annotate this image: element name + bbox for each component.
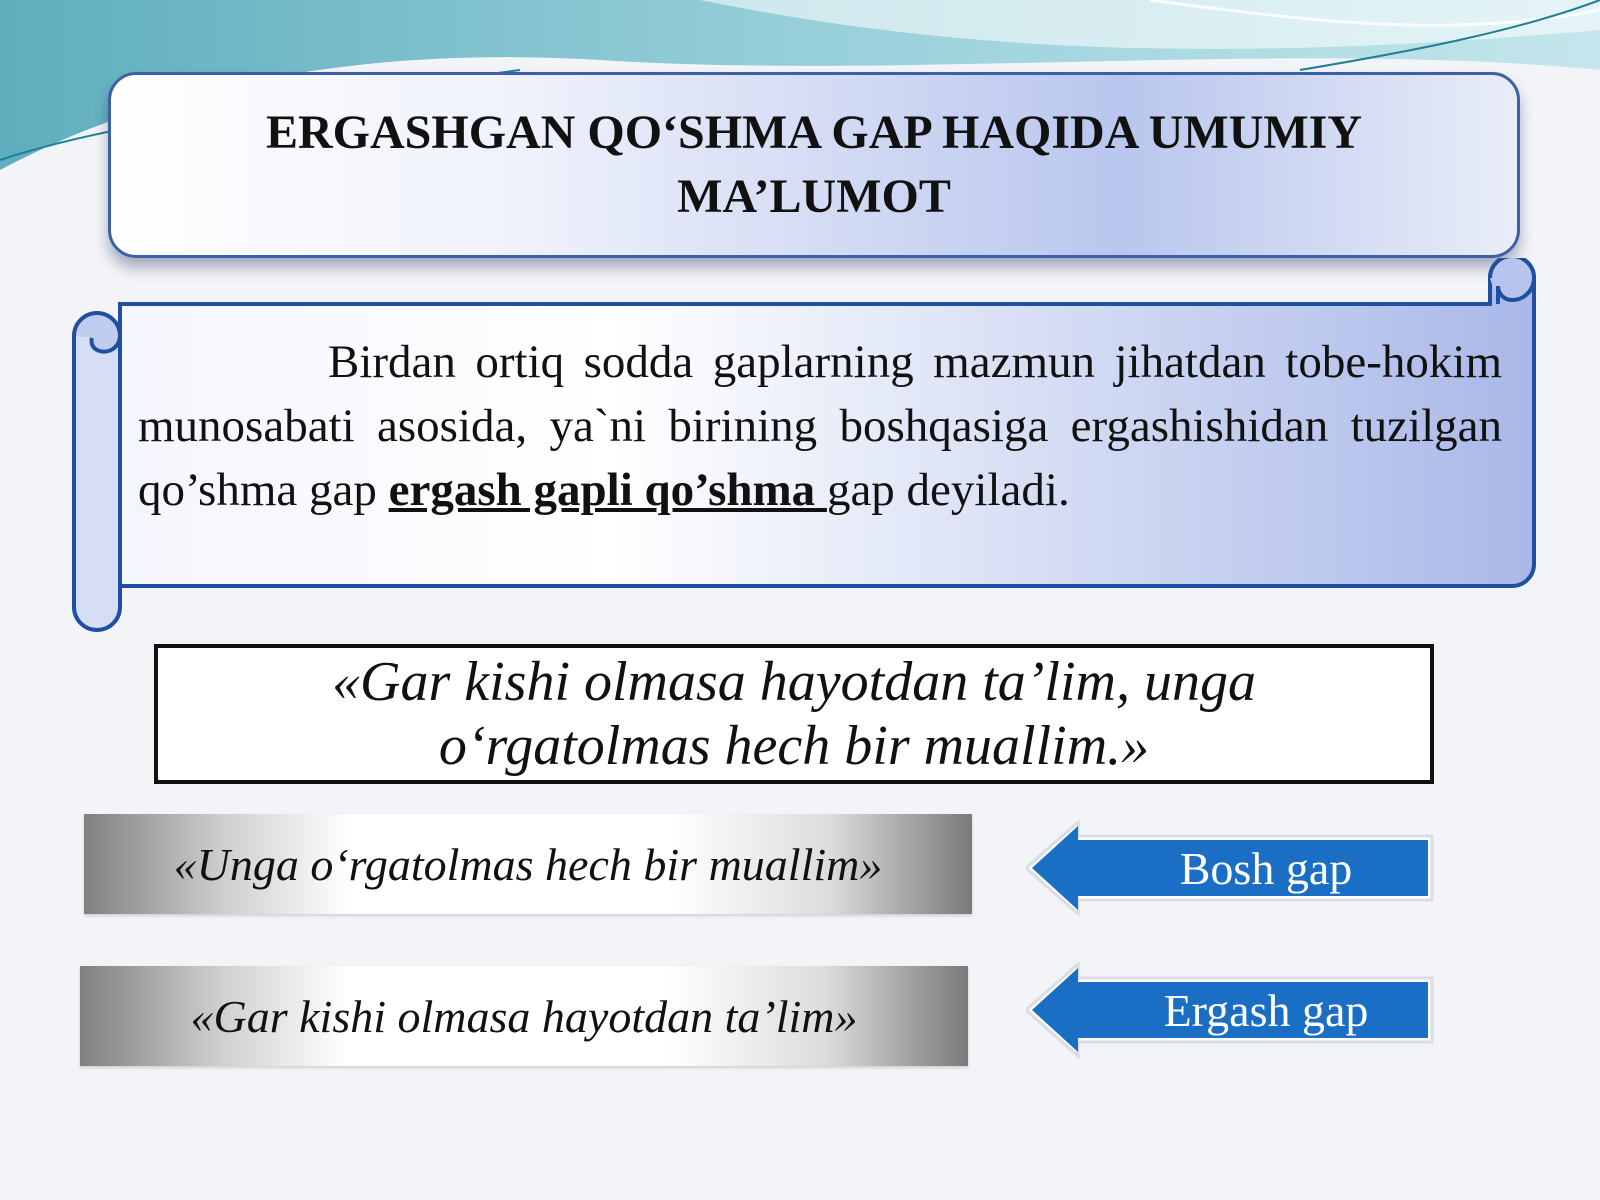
clause-text-main: «Unga o‘rgatolmas hech bir muallim» [173, 838, 883, 890]
clause-box-subordinate [80, 966, 968, 1066]
arrow-label-subordinate [1026, 960, 1436, 1060]
definition-text-end: gap deyiladi. [826, 464, 1070, 516]
label-bosh-gap: Bosh gap [1179, 842, 1353, 894]
definition-paragraph [138, 330, 1502, 522]
definition-text-start: Birdan ortiq sodda gaplarning mazmun jihatdan tobe-hokim munosabati asosida, ya`ni birining boshqasiga ergashishidan tuzilgan qo’shma gap [138, 336, 1502, 516]
example-quote-box [154, 644, 1434, 784]
arrow-label-main [1026, 818, 1436, 918]
slide-title: ERGASHGAN QO‘SHMA GAP HAQIDA UMUMIY MA’LUMOT [265, 106, 1363, 223]
clause-box-main [84, 814, 972, 914]
clause-text-subordinate: «Gar kishi olmasa hayotdan ta’lim» [190, 990, 858, 1042]
label-ergash-gap: Ergash gap [1163, 984, 1369, 1036]
example-quote: «Gar kishi olmasa hayotdan ta’lim, unga o‘rgatolmas hech bir muallim.» [332, 651, 1256, 777]
definition-term: ergash gapli qo’shma [388, 464, 827, 516]
title-banner [108, 72, 1520, 258]
